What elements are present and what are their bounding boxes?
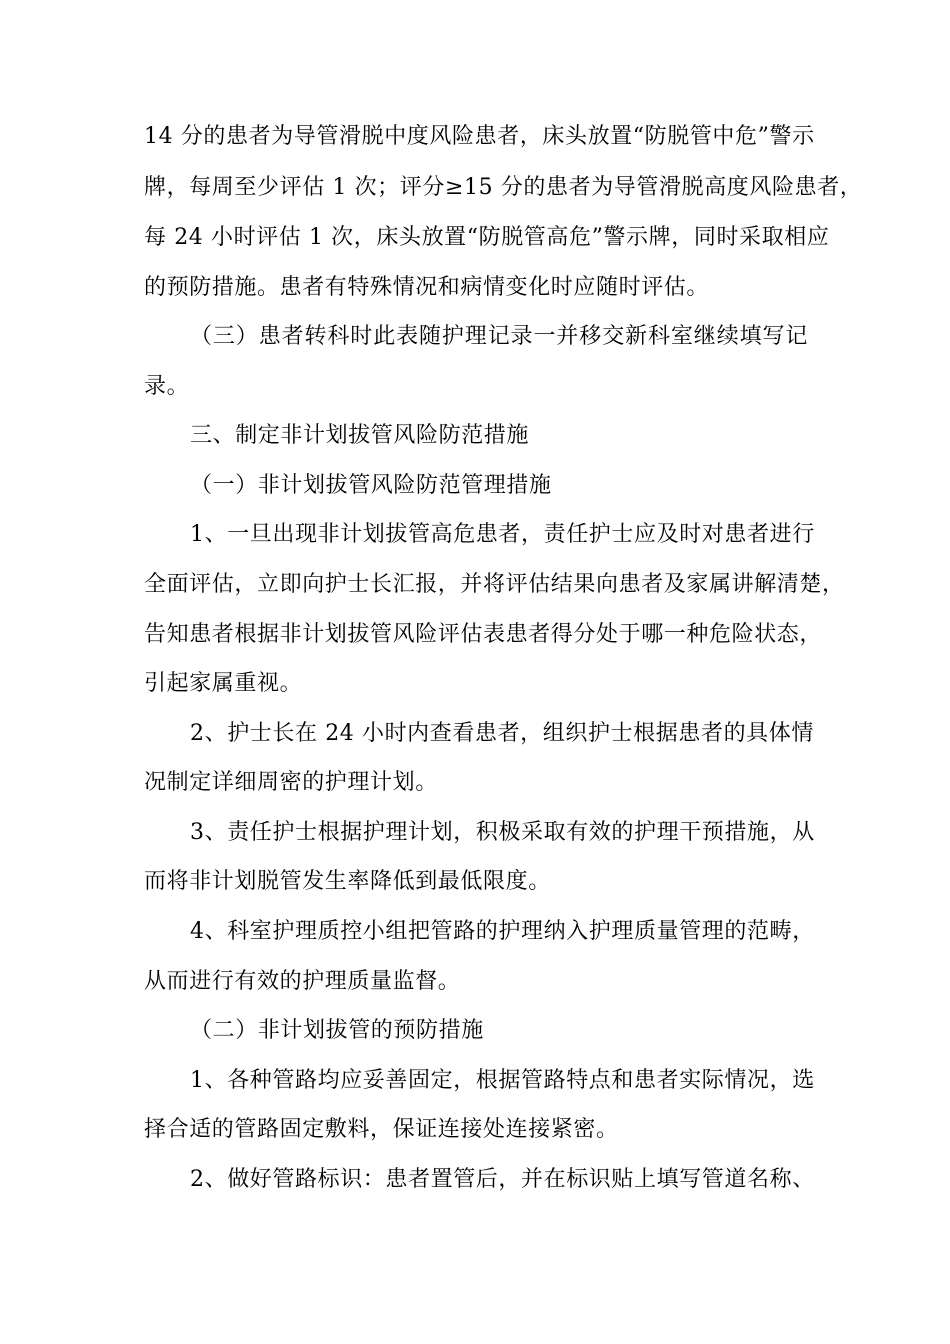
text-line: 2、做好管路标识：患者置管后，并在标识贴上填写管道名称、: [190, 1167, 815, 1192]
text-line: 1、各种管路均应妥善固定，根据管路特点和患者实际情况，选: [190, 1068, 815, 1093]
text-line: 而将非计划脱管发生率降低到最低限度。: [144, 869, 551, 894]
subsection-heading: （二）非计划拔管的预防措施: [190, 1018, 484, 1043]
subsection-heading: （一）非计划拔管风险防范管理措施: [190, 473, 552, 498]
text-line: 每 24 小时评估 1 次，床头放置“防脱管高危”警示牌，同时采取相应: [144, 225, 830, 250]
text-line: 4、科室护理质控小组把管路的护理纳入护理质量管理的范畴，: [190, 919, 815, 944]
text-line: 3、责任护士根据护理计划，积极采取有效的护理干预措施，从: [190, 820, 815, 845]
text-line: 1、一旦出现非计划拔管高危患者，责任护士应及时对患者进行: [190, 522, 815, 547]
text-line: 14 分的患者为导管滑脱中度风险患者，床头放置“防脱管中危”警示: [144, 124, 815, 149]
text-line: （三）患者转科时此表随护理记录一并移交新科室继续填写记: [190, 324, 808, 349]
text-line: 从而进行有效的护理质量监督。: [144, 969, 461, 994]
text-line: 录。: [144, 374, 190, 399]
section-heading: 三、制定非计划拔管风险防范措施: [190, 423, 530, 448]
text-line: 择合适的管路固定敷料，保证连接处连接紧密。: [144, 1117, 619, 1142]
text-line: 全面评估，立即向护士长汇报，并将评估结果向患者及家属讲解清楚，: [144, 572, 845, 597]
text-line: 引起家属重视。: [144, 671, 303, 696]
text-line: 况制定详细周密的护理计划。: [144, 770, 438, 795]
text-line: 告知患者根据非计划拔管风险评估表患者得分处于哪一种危险状态，: [144, 622, 823, 647]
text-line: 牌，每周至少评估 1 次；评分≥15 分的患者为导管滑脱高度风险患者，: [144, 175, 863, 200]
text-line: 的预防措施。患者有特殊情况和病情变化时应随时评估。: [144, 275, 710, 300]
text-line: 2、护士长在 24 小时内查看患者，组织护士根据患者的具体情: [190, 721, 814, 746]
